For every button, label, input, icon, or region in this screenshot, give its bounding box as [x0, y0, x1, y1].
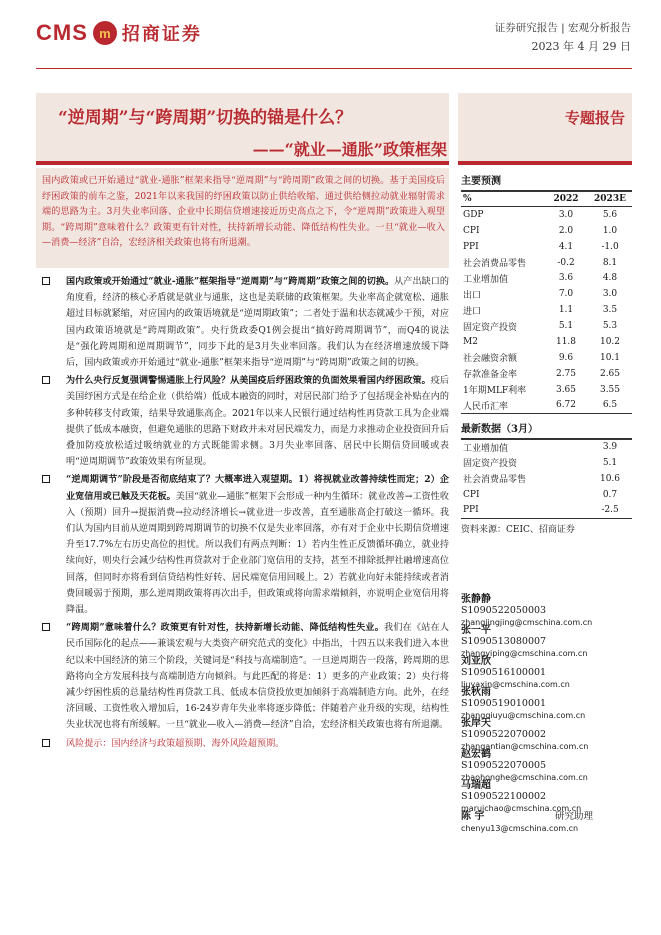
table-row	[461, 286, 632, 302]
forecast-col-label: %	[461, 191, 544, 207]
header-divider	[36, 68, 632, 69]
table-row	[461, 439, 632, 455]
tag-panel	[458, 93, 632, 165]
table-row	[461, 471, 632, 487]
analyst-id: S1090522050003	[461, 605, 547, 616]
table-row	[461, 487, 632, 503]
row-label: PPI	[461, 503, 588, 519]
table-row	[461, 455, 632, 471]
row-label: 社会融资余额	[463, 354, 518, 365]
table-row	[461, 223, 632, 239]
analyst-name: 马瑞超	[461, 780, 491, 791]
sidebar	[461, 170, 632, 535]
latest-title: 最新数据（3月）	[461, 423, 538, 435]
row-label: 固定资产投资	[463, 459, 518, 470]
analyst-name: 张一平	[461, 625, 491, 636]
paragraph-2	[36, 373, 449, 470]
row-label: 工业增加值	[461, 439, 588, 455]
paragraph-lead: 国内政策或开始通过“就业-通胀”框架指导“逆周期”与“跨周期”政策之间的切换。	[66, 276, 395, 287]
table-row	[461, 302, 632, 318]
bullet-icon	[42, 623, 50, 631]
cell-2023e: 4.8	[602, 273, 618, 284]
analyst-id: S1090519010001	[461, 698, 547, 709]
report-header	[0, 0, 661, 70]
row-label: GDP	[463, 210, 484, 221]
cell-2023e: 5.3	[602, 321, 618, 332]
risk-paragraph	[36, 736, 449, 752]
table-row	[461, 398, 632, 414]
forecast-col-2023e: 2023E	[588, 191, 632, 207]
analyst-id: S1090522070002	[461, 729, 547, 740]
row-value: 5.1	[602, 457, 618, 468]
logo-text-cms: CMS	[36, 20, 88, 45]
cell-2022: 2.0	[558, 225, 574, 236]
report-tag: 专题报告	[564, 109, 625, 127]
forecast-title: 主要预测	[461, 176, 501, 187]
cell-2022: 4.1	[558, 241, 574, 252]
bullet-icon	[42, 376, 50, 384]
cell-2023e: 10.2	[599, 336, 621, 347]
analyst-email[interactable]: zhangantian@cmschina.com.cn	[461, 742, 589, 751]
forecast-table	[461, 190, 632, 414]
report-title: “逆周期”与“跨周期”切换的锚是什么？	[58, 108, 353, 128]
paragraph-text: 疫后美国纾困方式是在给企业（供给端）低成本融资的同时，对居民部门给予了包括现金补贴在内的多种转移支付政策，结果导致通胀高企。2021年以来人民银行通过结构性再贷款工具为企业端提供了低成本融资，但避免通胀的思路下财政并未对居民端发力，而是力求推动企业投资回升后叠加防疫放松适过吸纳就业的方式既能需求侧。3月失业率回落、居民中长期信贷回暖或表明“逆周期调节”政策效果有所显现。	[66, 376, 449, 468]
table-row	[461, 382, 632, 398]
table-row	[461, 334, 632, 350]
bullet-icon	[42, 739, 50, 747]
cell-2022: 9.6	[558, 352, 574, 363]
analyst-email[interactable]: zhangjingjing@cmschina.com.cn	[461, 618, 593, 627]
cell-2022: 3.0	[558, 210, 574, 221]
latest-table	[461, 438, 632, 519]
row-label: 进口	[463, 306, 482, 317]
analyst-name: 张岸天	[461, 718, 491, 729]
row-value: 10.6	[599, 473, 621, 484]
risk-warning: 风险提示：国内经济与政策超预期、海外风险超预期。	[66, 738, 285, 749]
analyst-id: S1090522070005	[461, 760, 547, 771]
analyst-name: 张静静	[461, 594, 491, 605]
table-row	[461, 366, 632, 382]
bullet-icon	[42, 475, 50, 483]
table-row	[461, 255, 632, 271]
forecast-header-row	[461, 191, 632, 207]
cell-2023e: 5.6	[602, 210, 618, 221]
report-date: 2023 年 4 月 29 日	[531, 40, 631, 53]
analyst-8	[461, 807, 632, 833]
analyst-email[interactable]: liuyaxin@cmschina.com.cn	[461, 680, 570, 689]
cell-2023e: 1.0	[602, 225, 618, 236]
row-label: CPI	[463, 225, 480, 236]
cell-2023e: -1.0	[601, 241, 619, 252]
cell-2023e: 3.55	[599, 384, 621, 395]
row-label: 出口	[463, 290, 482, 301]
data-source: 资料来源：CEIC、招商证券	[461, 524, 575, 535]
cell-2023e: 3.0	[602, 289, 618, 300]
table-row	[461, 350, 632, 366]
paragraph-text: 从产出缺口的角度看，经济的核心矛盾就是就业与通胀，这也是美联储的政策框架。失业率高企就宽松、通胀超过目标就紧缩，对应国内的政策语境就是“逆周期政策”；二者处于温和状态就减少干预，对应国内政策语境就是“跨周期政策”。央行货政委Q1例会提出“搞好跨周期调节”，而Q4的说法是“强化跨周期和逆周期调节”，同步下此的是3月失业率回落。我们认为在经济增速放缓下降后，国内政策或亦开始通过“就业-通胀”框架来指导“逆周期”与“跨周期”政策之间的切换。	[66, 277, 449, 369]
paragraph-lead: 为什么央行反复强调警惕通胀上行风险？从美国疫后纾困政策的负面效果看国内纾困政策。	[66, 375, 431, 387]
cms-logo	[36, 20, 202, 46]
cell-2023e: 6.5	[588, 398, 632, 414]
row-value: 3.9	[588, 439, 632, 455]
analyst-name: 刘亚欣	[461, 656, 491, 667]
cell-2023e: 10.1	[599, 352, 621, 363]
report-subtitle: ——“就业—通胀”政策框架	[252, 140, 447, 159]
row-label: 工业增加值	[463, 274, 509, 285]
cell-2022: 6.72	[544, 398, 588, 414]
analyst-id: S1090516100001	[461, 667, 547, 678]
analyst-id: S1090522100002	[461, 791, 547, 802]
table-row	[461, 239, 632, 255]
analyst-email[interactable]: chenyu13@cmschina.com.cn	[461, 824, 579, 833]
analyst-name: 陈 宇	[461, 811, 485, 822]
logo-text-cn: 招商证券	[121, 24, 202, 45]
row-label: PPI	[463, 241, 479, 252]
analyst-id: 研究助理	[555, 811, 594, 822]
row-label: 社会消费品零售	[463, 259, 527, 269]
analyst-email[interactable]: maruichao@cmschina.com.cn	[461, 804, 582, 813]
row-value: -2.5	[588, 503, 632, 519]
body-paragraphs	[36, 274, 449, 754]
cell-2022: 1.1	[558, 305, 574, 316]
cell-2023e: 3.5	[602, 305, 618, 316]
bullet-icon	[42, 277, 50, 285]
row-label: M2	[463, 336, 478, 347]
paragraph-lead: “跨周期”意味着什么？政策更有针对性，扶持新增长动能、降低结构性失业。	[66, 622, 385, 634]
cell-2023e: 8.1	[602, 257, 618, 268]
table-row	[461, 207, 632, 223]
paragraph-4	[36, 620, 449, 733]
row-label: 存款准备金率	[463, 370, 518, 381]
analyst-email[interactable]: zhaohonghe@cmschina.com.cn	[461, 773, 588, 782]
analyst-name: 张秋雨	[461, 687, 491, 698]
paragraph-text: 我们在《站在人民币国际化的起点——兼谈宏观与大类资产研究范式的变化》中指出，十四五以来我们进入本世纪以来中国经济的第三个阶段，关键词是“科技与高端制造”。一旦逆周期告一段落，跨周期的思路将向全方发展科技与高端制造方向倾斜。与此匹配的将是：1）更多的产业政策；2）央行将减少纾困性质的总量结构性再贷款工具、低成本信贷投放更加倾斜于高端制造方向。此外，在经济回暖、工资性收入增加后，16-24岁青年失业率将逐步降低；伴随着产业升级的实现，结构性失业状况也将有所缓解。一旦“就业—收入—消费—经济”自洽，宏经济相关政策也将有所退潮。	[66, 623, 449, 731]
paragraph-lead: “逆周期调节”阶段是否彻底结束了？大概率进入观望期。1）将视就业改善持续性而定；2）企业宽信用或已触及天花板。	[66, 474, 449, 502]
cell-2022: 5.1	[558, 321, 574, 332]
cell-2022: 3.65	[555, 384, 577, 395]
forecast-col-2022: 2022	[544, 191, 588, 207]
analyst-id: S1090513080007	[461, 636, 547, 647]
logo-emblem-icon: m	[93, 21, 117, 45]
paragraph-1	[36, 274, 449, 371]
cell-2022: -0.2	[557, 257, 575, 268]
analyst-name: 赵宏鹤	[461, 749, 491, 760]
row-label: 固定资产投资	[463, 322, 518, 333]
report-type: 证券研究报告 | 宏观分析报告	[494, 22, 631, 34]
table-row	[461, 503, 632, 519]
cell-2023e: 2.65	[599, 368, 621, 379]
analyst-email[interactable]: zhangyiping@cmschina.com.cn	[461, 649, 588, 658]
paragraph-text: 美国“就业—通胀”框架下会形成一种内生循环：就业改善→工资性收入（预期）回升→提振消费→拉动经济增长→就业进一步改善，直至通胀高企打破这一循环。我们认为国内目前从逆周期到跨周期调节的切换不仅是失业率回落，亦有对于企业中长期信贷增速升至17.7%左右历史高位的担忧。所以我们有两点判断：1）若内生性正反馈循环确立，就业持续向好，则央行会减少结构性再贷款对于企业部门宽信用的支持，甚至不排除抵押社融增速高位回落，但同时亦将看到信贷结构性好转、居民端宽信用回暖上。2）若就业向好未能持续或者消费回暖弱于预期，那么逆周期政策将再次出手，但政策或将向需求端倾斜，亦说明企业宽信用将降温。	[66, 491, 449, 616]
cell-2022: 7.0	[558, 289, 574, 300]
cell-2022: 3.6	[558, 273, 574, 284]
row-label: CPI	[463, 489, 480, 500]
summary-box: 国内政策或已开始通过“就业-通胀”框架来指导“逆周期”与“跨周期”政策之间的切换。基于美国疫后纾困政策的前车之鉴，2021年以来我国的纾困政策以防止供给收缩、通过供给侧拉动就业辐射需求端的思路为主。3月失业率回落、企业中长期信贷增速接近历史高点之下，令“逆周期”政策进入观望期。“跨周期”意味着什么？政策更有针对性，扶持新增长动能、降低结构性失业。一旦“就业—收入—消费—经济”自洽，宏经济相关政策也将有所退潮。	[36, 168, 449, 268]
row-label: 人民币汇率	[461, 398, 544, 414]
cell-2022: 2.75	[555, 368, 577, 379]
row-label: 社会消费品零售	[463, 475, 527, 486]
row-label: 1年期MLF利率	[463, 386, 527, 397]
paragraph-3	[36, 472, 449, 618]
analyst-email[interactable]: zhangqiuyu@cmschina.com.cn	[461, 711, 586, 720]
cell-2022: 11.8	[555, 336, 577, 347]
table-row	[461, 270, 632, 286]
table-row	[461, 318, 632, 334]
row-value: 0.7	[602, 489, 618, 500]
